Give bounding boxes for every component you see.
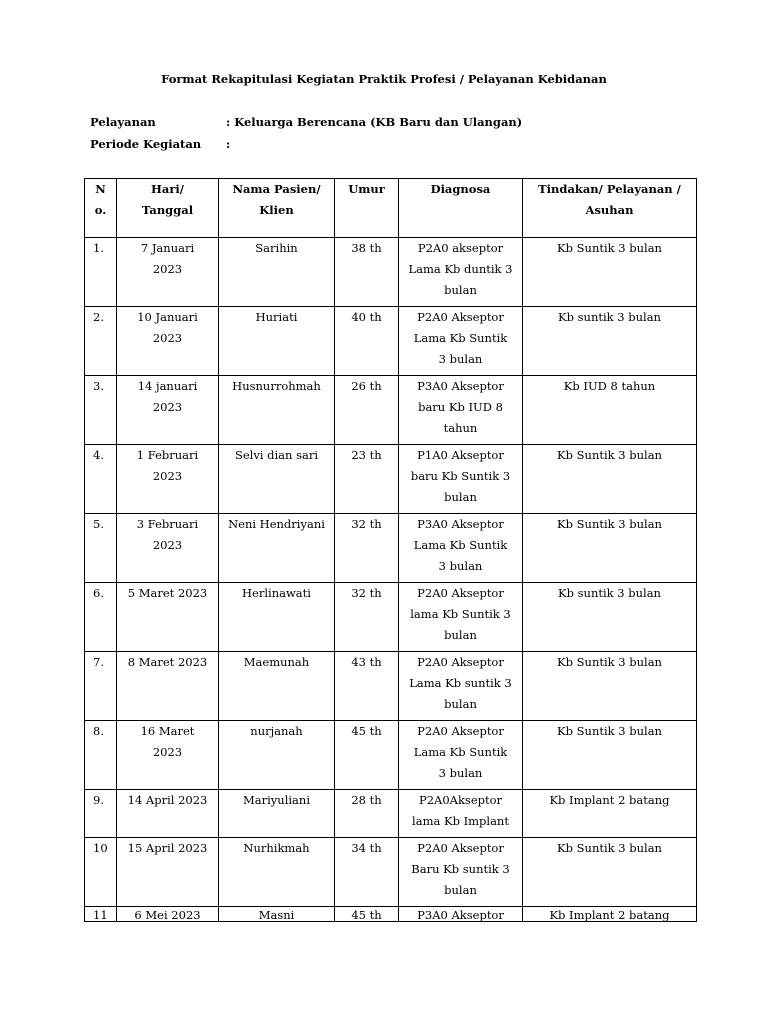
cell-no: 11: [85, 907, 117, 922]
header-hari-tanggal: Hari/ Tanggal: [117, 179, 219, 238]
cell-no: 6.: [85, 583, 117, 652]
cell-diagnosa: P2A0 Akseptor Baru Kb suntik 3 bulan: [399, 838, 523, 907]
cell-tanggal: 5 Maret 2023: [117, 583, 219, 652]
cell-umur: 34 th: [335, 838, 399, 907]
cell-diagnosa: P1A0 Akseptor baru Kb Suntik 3 bulan: [399, 445, 523, 514]
cell-no: 4.: [85, 445, 117, 514]
pelayanan-value: : Keluarga Berencana (KB Baru dan Ulangan): [226, 115, 523, 129]
table-header-row: [85, 179, 697, 238]
cell-nama-pasien: Mariyuliani: [219, 790, 335, 838]
cell-nama-pasien: Selvi dian sari: [219, 445, 335, 514]
cell-nama-pasien: Husnurrohmah: [219, 376, 335, 445]
header-tindakan: Tindakan/ Pelayanan / Asuhan: [523, 179, 697, 238]
header-no: N o.: [85, 179, 117, 238]
cell-umur: 45 th: [335, 907, 399, 922]
periode-value: :: [226, 137, 231, 151]
cell-diagnosa: P3A0 Akseptor baru Kb IUD 8 tahun: [399, 376, 523, 445]
cell-umur: 43 th: [335, 652, 399, 721]
cell-tindakan: Kb Suntik 3 bulan: [523, 721, 697, 790]
cell-no: 1.: [85, 238, 117, 307]
cell-nama-pasien: Masni: [219, 907, 335, 922]
cell-umur: 38 th: [335, 238, 399, 307]
header-nama-pasien: Nama Pasien/ Klien: [219, 179, 335, 238]
cell-tanggal: 7 Januari 2023: [117, 238, 219, 307]
header-umur: Umur: [335, 179, 399, 238]
cell-tanggal: 10 Januari 2023: [117, 307, 219, 376]
cell-umur: 32 th: [335, 514, 399, 583]
cell-tindakan: Kb Suntik 3 bulan: [523, 238, 697, 307]
cell-diagnosa: P2A0 Akseptor Lama Kb Suntik 3 bulan: [399, 721, 523, 790]
table-row: [85, 721, 697, 790]
cell-diagnosa: P3A0 Akseptor Lama Kb Suntik 3 bulan: [399, 514, 523, 583]
cell-umur: 28 th: [335, 790, 399, 838]
cell-umur: 23 th: [335, 445, 399, 514]
cell-umur: 45 th: [335, 721, 399, 790]
table-row: [85, 907, 697, 922]
cell-no: 8.: [85, 721, 117, 790]
cell-no: 7.: [85, 652, 117, 721]
rekap-table: [84, 178, 697, 922]
cell-tanggal: 14 April 2023: [117, 790, 219, 838]
cell-tanggal: 16 Maret 2023: [117, 721, 219, 790]
periode-label: Periode Kegiatan: [90, 137, 202, 151]
cell-diagnosa: P2A0Akseptor lama Kb Implant: [399, 790, 523, 838]
cell-umur: 40 th: [335, 307, 399, 376]
cell-tanggal: 8 Maret 2023: [117, 652, 219, 721]
cell-tanggal: 14 januari 2023: [117, 376, 219, 445]
table-row: [85, 307, 697, 376]
cell-tindakan: Kb Suntik 3 bulan: [523, 514, 697, 583]
cell-nama-pasien: Sarihin: [219, 238, 335, 307]
header-diagnosa: Diagnosa: [399, 179, 523, 238]
table-row: [85, 376, 697, 445]
cell-no: 2.: [85, 307, 117, 376]
pelayanan-row: [90, 115, 522, 129]
cell-diagnosa: P2A0 Akseptor lama Kb Suntik 3 bulan: [399, 583, 523, 652]
cell-tanggal: 1 Februari 2023: [117, 445, 219, 514]
cell-no: 10: [85, 838, 117, 907]
cell-tanggal: 15 April 2023: [117, 838, 219, 907]
cell-tanggal: 3 Februari 2023: [117, 514, 219, 583]
table-row: [85, 790, 697, 838]
cell-tindakan: Kb Suntik 3 bulan: [523, 838, 697, 907]
cell-nama-pasien: Nurhikmah: [219, 838, 335, 907]
cell-nama-pasien: Herlinawati: [219, 583, 335, 652]
cell-no: 9.: [85, 790, 117, 838]
cell-nama-pasien: Huriati: [219, 307, 335, 376]
cell-no: 5.: [85, 514, 117, 583]
table-row: [85, 445, 697, 514]
table-row: [85, 514, 697, 583]
cell-tanggal: 6 Mei 2023: [117, 907, 219, 922]
cell-nama-pasien: nurjanah: [219, 721, 335, 790]
cell-no: 3.: [85, 376, 117, 445]
table-row: [85, 838, 697, 907]
cell-tindakan: Kb IUD 8 tahun: [523, 376, 697, 445]
periode-row: [90, 137, 230, 151]
cell-tindakan: Kb Suntik 3 bulan: [523, 445, 697, 514]
cell-tindakan: Kb Suntik 3 bulan: [523, 652, 697, 721]
cell-umur: 32 th: [335, 583, 399, 652]
cell-diagnosa: P2A0 Akseptor Lama Kb Suntik 3 bulan: [399, 307, 523, 376]
cell-umur: 26 th: [335, 376, 399, 445]
cell-tindakan: Kb suntik 3 bulan: [523, 583, 697, 652]
cell-tindakan: Kb suntik 3 bulan: [523, 307, 697, 376]
cell-nama-pasien: Neni Hendriyani: [219, 514, 335, 583]
cell-diagnosa: P3A0 Akseptor: [399, 907, 523, 922]
table-row: [85, 652, 697, 721]
cell-tindakan: Kb Implant 2 batang: [523, 790, 697, 838]
cell-tindakan: Kb Implant 2 batang: [523, 907, 697, 922]
pelayanan-label: Pelayanan: [90, 115, 156, 129]
table-row: [85, 583, 697, 652]
cell-diagnosa: P2A0 akseptor Lama Kb duntik 3 bulan: [399, 238, 523, 307]
table-row: [85, 238, 697, 307]
cell-nama-pasien: Maemunah: [219, 652, 335, 721]
cell-diagnosa: P2A0 Akseptor Lama Kb suntik 3 bulan: [399, 652, 523, 721]
document-title: Format Rekapitulasi Kegiatan Praktik Profesi / Pelayanan Kebidanan: [161, 72, 607, 86]
